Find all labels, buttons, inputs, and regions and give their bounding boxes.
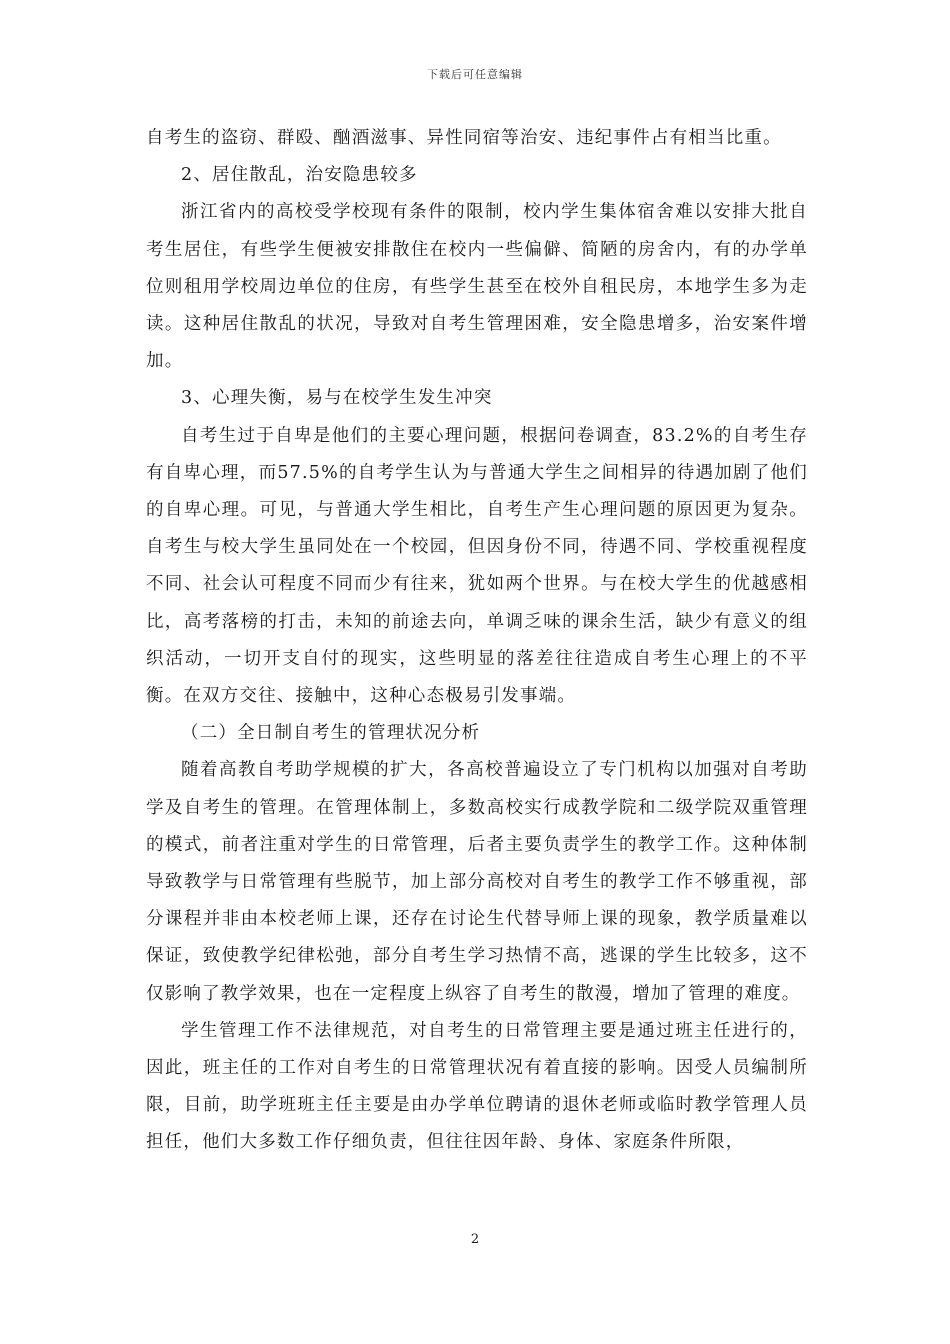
section-heading-management: （二）全日制自考生的管理状况分析 [181, 723, 481, 744]
section-heading-psychology: 3、心理失衡，易与在校学生发生冲突 [181, 388, 493, 409]
paragraph-psychology: 自考生过于自卑是他们的主要心理问题，根据问卷调查，83.2%的自考生存有自卑心理，而57.5%的自考学生认为与普通大学生之间相异的待遇加剧了他们的自卑心理。可见，与普通大学生相比，自考生产生心理问题的原因更为复杂。自考生与校大学生虽同处在一个校园，但因身份不同，待遇不同、学校重视程度不同、社会认可程度不同而少有往来，犹如两个世界。与在校大学生的优越感相比，高考落榜的打击，未知的前途去向，单调乏味的课余生活，缺少有意义的组织活动，一切开支自付的现实，这些明显的落差往往造成自考生心理上的不平衡。在双方交往、接触中，这种心态极易引发事端。 [146, 425, 808, 707]
paragraph-residence: 浙江省内的高校受学校现有条件的限制，校内学生集体宿舍难以安排大批自考生居住，有些学生便被安排散住在校内一些偏僻、简陋的房舍内，有的办学单位则租用学校周边单位的住房，有些学生甚至在校外自租民房，本地学生多为走读。这种居住散乱的状况，导致对自考生管理困难，安全隐患增多，治安案件增加。 [146, 202, 808, 372]
page-header: 下载后可任意编辑 [427, 68, 523, 81]
page-number: 2 [470, 1232, 480, 1247]
paragraph-continuation: 自考生的盗窃、群殴、酗酒滋事、异性同宿等治安、违纪事件占有相当比重。 [146, 128, 782, 148]
paragraph-class-teacher: 学生管理工作不法律规范，对自考生的日常管理主要是通过班主任进行的，因此，班主任的工作对自考生的日常管理状况有着直接的影响。因受人员编制所限，目前，助学班班主任主要是由办学单位聘请的退休老师或临时教学管理人员担任，他们大多数工作仔细负责，但往往因年龄、身体、家庭条件所限， [146, 1020, 808, 1153]
paragraph-management-system: 随着高教自考助学规模的扩大，各高校普遍设立了专门机构以加强对自考助学及自考生的管理。在管理体制上，多数高校实行成教学院和二级学院双重管理的模式，前者注重对学生的日常管理，后者主要负责学生的教学工作。这种体制导致教学与日常管理有些脱节，加上部分高校对自考生的教学工作不够重视，部分课程并非由本校老师上课，还存在讨论生代替导师上课的现象，教学质量难以保证，致使教学纪律松弛，部分自考生学习热情不高，逃课的学生比较多，这不仅影响了教学效果，也在一定程度上纵容了自考生的散漫，增加了管理的难度。 [146, 760, 808, 1004]
document-body [146, 120, 808, 1162]
section-heading-residence: 2、居住散乱，治安隐患较多 [181, 165, 418, 186]
